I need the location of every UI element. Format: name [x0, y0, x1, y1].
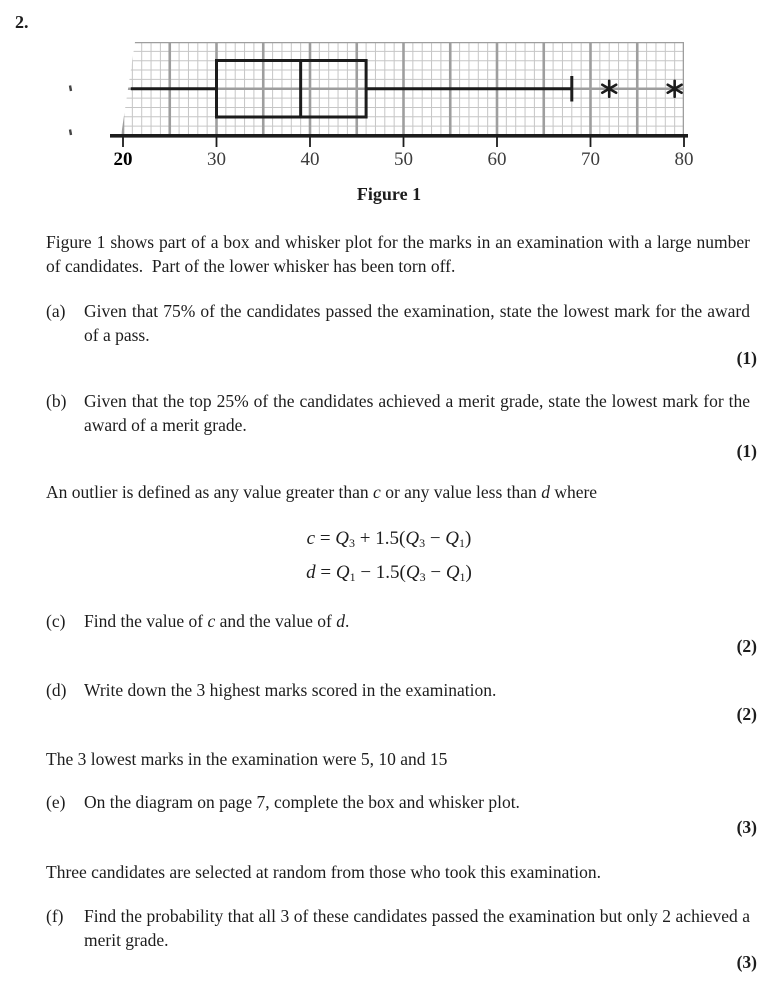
question-part-f	[46, 904, 750, 952]
question-part-a	[46, 299, 750, 347]
svg-text:50: 50	[394, 149, 413, 170]
svg-text:80: 80	[674, 149, 694, 170]
svg-text:20: 20	[113, 149, 133, 170]
figure-caption: Figure 1	[356, 184, 422, 204]
marks-c: (2)	[736, 636, 757, 656]
question-part-d	[46, 678, 750, 702]
part-text: Write down the 3 highest marks scored in the examination.	[84, 680, 497, 700]
box-plot-figure	[0, 0, 778, 176]
intro-paragraph: Figure 1 shows part of a box and whisker plot for the marks in an examination with a large number of candidates. Part of the lower whisker has been torn off.	[46, 232, 750, 276]
part-label: (c)	[46, 611, 66, 631]
question-part-e	[46, 790, 750, 814]
marks-b: (1)	[736, 441, 757, 461]
part-label: (e)	[46, 792, 66, 812]
outlier-definition: An outlier is defined as any value greater than c or any value less than d where	[46, 482, 598, 502]
random-selection-statement: Three candidates are selected at random from those who took this examination.	[46, 862, 601, 882]
svg-text:40: 40	[300, 149, 320, 170]
svg-text:70: 70	[581, 149, 600, 170]
svg-text:30: 30	[207, 149, 226, 170]
part-text: Given that 75% of the candidates passed the examination, state the lowest mark for the award of a pass.	[84, 301, 750, 345]
part-text: Find the probability that all 3 of these candidates passed the examination but only 2 achieved a merit grade.	[84, 906, 750, 950]
question-part-b	[46, 389, 750, 437]
svg-text:60: 60	[487, 149, 507, 170]
part-text: Find the value of c and the value of d.	[84, 611, 350, 631]
marks-f: (3)	[736, 952, 757, 972]
formula-d: $d = Q_1 - 1.5(Q_3 - Q_1)$	[306, 562, 472, 584]
part-label: (b)	[46, 391, 67, 411]
marks-e: (3)	[736, 817, 757, 837]
marks-d: (2)	[736, 704, 757, 724]
part-text: On the diagram on page 7, complete the box and whisker plot.	[84, 792, 520, 812]
marks-a: (1)	[736, 348, 757, 368]
part-text: Given that the top 25% of the candidates achieved a merit grade, state the lowest mark for the award of a merit grade.	[84, 391, 750, 435]
lowest-marks-statement: The 3 lowest marks in the examination were 5, 10 and 15	[46, 749, 448, 769]
part-label: (f)	[46, 906, 64, 926]
part-label: (d)	[46, 680, 67, 700]
formula-c: $c = Q_3 + 1.5(Q_3 - Q_1)$	[306, 528, 472, 550]
question-part-c	[46, 609, 750, 633]
question-number: 2.	[15, 12, 29, 32]
part-label: (a)	[46, 301, 66, 321]
